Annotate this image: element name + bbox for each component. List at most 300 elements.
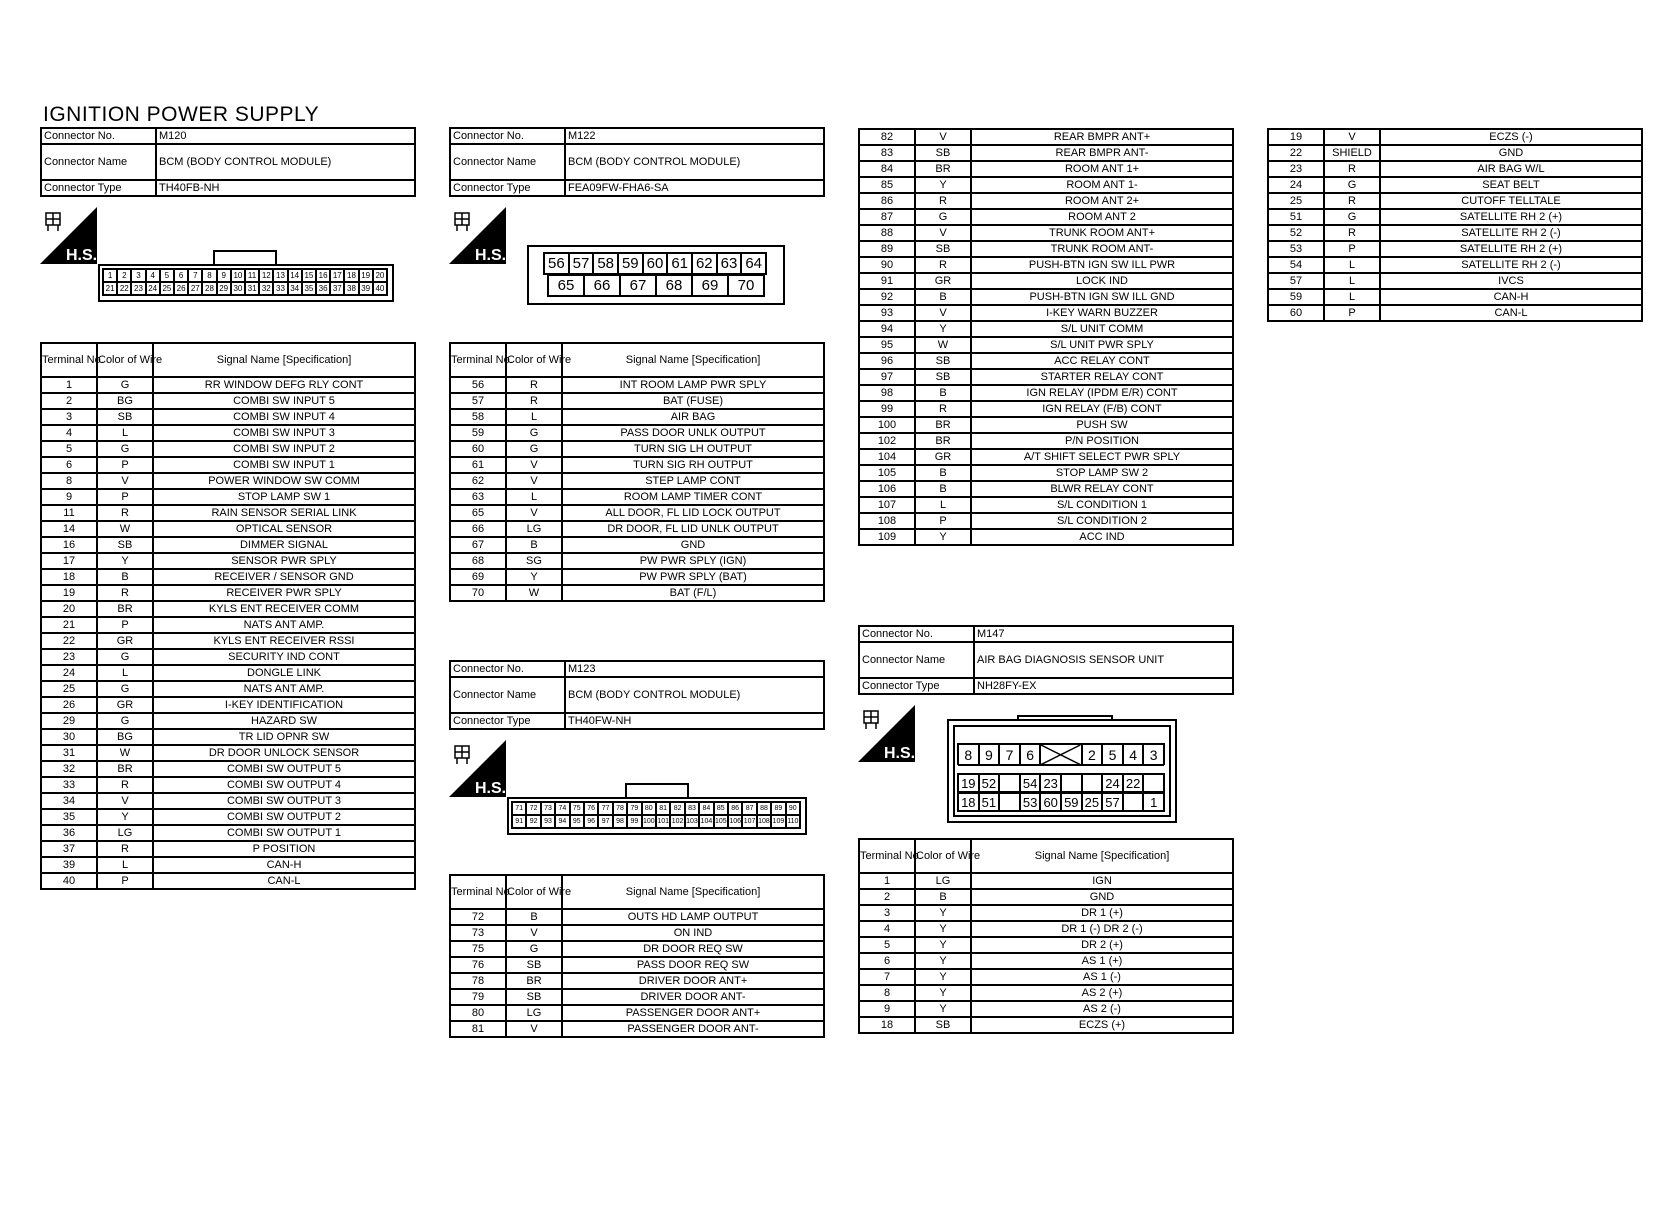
table-row — [859, 953, 1233, 969]
signal-name-cell: DR DOOR UNLOCK SENSOR — [153, 745, 415, 761]
wire-color-cell: GR — [915, 273, 971, 289]
terminal-cell: 96 — [859, 353, 915, 369]
wire-color-cell: Y — [97, 553, 153, 569]
signal-name-cell: BAT (F/L) — [562, 585, 824, 601]
wire-color-cell: Y — [915, 985, 971, 1001]
table-row — [450, 473, 824, 489]
table-row — [41, 393, 415, 409]
harness-side-icon — [449, 740, 506, 797]
connector-pin: 23 — [131, 282, 145, 295]
connector-pin: 109 — [771, 815, 785, 828]
signal-name-cell: DR 1 (-) DR 2 (-) — [971, 921, 1233, 937]
table-row — [859, 145, 1233, 161]
table-row — [1268, 177, 1642, 193]
signal-name-cell: BAT (FUSE) — [562, 393, 824, 409]
terminal-cell: 86 — [859, 193, 915, 209]
connector-pin: 37 — [330, 282, 344, 295]
wire-color-cell: V — [506, 505, 562, 521]
signal-name-cell: SEAT BELT — [1380, 177, 1642, 193]
signal-name-cell: ROOM LAMP TIMER CONT — [562, 489, 824, 505]
connector-pin: 74 — [555, 802, 569, 815]
terminal-cell: 56 — [450, 377, 506, 393]
terminal-cell: 19 — [41, 585, 97, 601]
wire-color-cell: R — [97, 777, 153, 793]
terminal-cell: 14 — [41, 521, 97, 537]
table-row — [41, 409, 415, 425]
connector-pin: 23 — [1040, 774, 1061, 792]
terminal-cell: 51 — [1268, 209, 1324, 225]
signal-name-cell: NATS ANT AMP. — [153, 617, 415, 633]
wire-color-cell: L — [915, 497, 971, 513]
connector-pin: 25 — [1082, 793, 1103, 811]
wire-color-cell: R — [915, 257, 971, 273]
connector-pin: 89 — [771, 802, 785, 815]
terminal-cell: 53 — [1268, 241, 1324, 257]
wire-color-cell: Y — [915, 921, 971, 937]
wire-color-cell: G — [97, 377, 153, 393]
connector-pin: 36 — [316, 282, 330, 295]
wire-color-cell: P — [97, 457, 153, 473]
terminal-cell: 16 — [41, 537, 97, 553]
signal-name-cell: I-KEY WARN BUZZER — [971, 305, 1233, 321]
signal-name-cell: S/L CONDITION 2 — [971, 513, 1233, 529]
table-row — [41, 873, 415, 889]
table-row — [450, 909, 824, 925]
table-row — [450, 441, 824, 457]
signal-name-cell: DR 1 (+) — [971, 905, 1233, 921]
table-row — [41, 537, 415, 553]
wire-color-cell: B — [915, 385, 971, 401]
connector-name-label: Connector Name — [859, 642, 974, 678]
connector-pin: 75 — [570, 802, 584, 815]
signal-name-cell: PASSENGER DOOR ANT+ — [562, 1005, 824, 1021]
table-row — [859, 1001, 1233, 1017]
connector-type-label: Connector Type — [41, 180, 156, 196]
terminal-cell: 24 — [41, 665, 97, 681]
wire-color-cell: V — [506, 925, 562, 941]
terminal-cell: 84 — [859, 161, 915, 177]
terminal-cell: 87 — [859, 209, 915, 225]
wire-color-cell: SB — [97, 537, 153, 553]
signal-name-cell: ROOM ANT 2+ — [971, 193, 1233, 209]
signal-name-cell: PUSH-BTN IGN SW ILL PWR — [971, 257, 1233, 273]
wire-color-cell: R — [97, 841, 153, 857]
wire-color-cell: BG — [97, 729, 153, 745]
terminal-cell: 20 — [41, 601, 97, 617]
signal-name-cell: COMBI SW INPUT 3 — [153, 425, 415, 441]
table-row — [1268, 225, 1642, 241]
connector-pin: 67 — [620, 275, 656, 296]
signal-name-cell: OUTS HD LAMP OUTPUT — [562, 909, 824, 925]
signal-name-cell: AS 1 (+) — [971, 953, 1233, 969]
connector-pin — [1061, 774, 1082, 792]
color-of-wire-header: Color of Wire — [915, 839, 971, 873]
signal-name-cell: ALL DOOR, FL LID LOCK OUTPUT — [562, 505, 824, 521]
signal-name-cell: COMBI SW INPUT 5 — [153, 393, 415, 409]
signal-name-cell: S/L UNIT PWR SPLY — [971, 337, 1233, 353]
m122-pin-grid-top — [543, 252, 767, 275]
wire-color-cell: L — [1324, 289, 1380, 305]
terminal-cell: 26 — [41, 697, 97, 713]
signal-name-header: Signal Name [Specification] — [562, 343, 824, 377]
table-row — [41, 809, 415, 825]
terminal-cell: 25 — [1268, 193, 1324, 209]
signal-name-cell: AS 2 (+) — [971, 985, 1233, 1001]
signal-name-cell: TURN SIG LH OUTPUT — [562, 441, 824, 457]
connector-pin: 68 — [656, 275, 692, 296]
m123-pin-table-continued — [858, 128, 1234, 546]
connector-no-label: Connector No. — [859, 626, 974, 642]
table-row — [450, 989, 824, 1005]
wire-color-cell: P — [915, 513, 971, 529]
terminal-cell: 92 — [859, 289, 915, 305]
wire-color-cell: Y — [915, 1001, 971, 1017]
signal-name-cell: AIR BAG W/L — [1380, 161, 1642, 177]
terminal-cell: 29 — [41, 713, 97, 729]
terminal-cell: 5 — [859, 937, 915, 953]
connector-pin: 7 — [188, 269, 202, 282]
connector-pin — [999, 793, 1020, 811]
connector-no-label: Connector No. — [41, 128, 156, 144]
m123-info-table — [449, 660, 825, 730]
connector-pin: 103 — [685, 815, 699, 828]
wire-color-cell: BG — [97, 393, 153, 409]
table-row — [859, 433, 1233, 449]
connector-pin: 101 — [656, 815, 670, 828]
table-row — [41, 857, 415, 873]
connector-pin: 3 — [131, 269, 145, 282]
signal-name-cell: CAN-L — [1380, 305, 1642, 321]
wire-color-cell: SB — [506, 957, 562, 973]
terminal-no-header: Terminal No. — [450, 875, 506, 909]
table-row — [41, 617, 415, 633]
signal-name-cell: AS 1 (-) — [971, 969, 1233, 985]
wire-color-cell: R — [97, 585, 153, 601]
terminal-no-header: Terminal No. — [859, 839, 915, 873]
connector-pin: 22 — [1123, 774, 1144, 792]
signal-name-cell: DIMMER SIGNAL — [153, 537, 415, 553]
table-row — [859, 369, 1233, 385]
table-row — [41, 585, 415, 601]
wire-color-cell: P — [1324, 241, 1380, 257]
table-row — [859, 193, 1233, 209]
terminal-cell: 8 — [41, 473, 97, 489]
signal-name-cell: COMBI SW OUTPUT 2 — [153, 809, 415, 825]
connector-pin: 9 — [217, 269, 231, 282]
signal-name-cell: REAR BMPR ANT+ — [971, 129, 1233, 145]
table-row — [859, 449, 1233, 465]
terminal-cell: 22 — [41, 633, 97, 649]
table-row — [41, 441, 415, 457]
signal-name-cell: S/L UNIT COMM — [971, 321, 1233, 337]
table-row — [450, 425, 824, 441]
table-row — [41, 425, 415, 441]
table-row — [450, 941, 824, 957]
m123-connector-diagram — [507, 783, 807, 835]
color-of-wire-header: Color of Wire — [506, 343, 562, 377]
connector-pin: 90 — [786, 802, 800, 815]
table-row — [859, 497, 1233, 513]
signal-name-cell: ON IND — [562, 925, 824, 941]
connector-pin: 60 — [643, 253, 668, 274]
terminal-cell: 108 — [859, 513, 915, 529]
table-row — [859, 257, 1233, 273]
signal-name-cell: STOP LAMP SW 1 — [153, 489, 415, 505]
m147-pin-table — [858, 838, 1234, 1034]
table-row — [859, 289, 1233, 305]
wire-color-cell: P — [1324, 305, 1380, 321]
signal-name-cell: ECZS (+) — [971, 1017, 1233, 1033]
connector-pin: 96 — [584, 815, 598, 828]
terminal-cell: 83 — [859, 145, 915, 161]
table-row — [41, 825, 415, 841]
wire-color-cell: L — [506, 489, 562, 505]
table-row — [859, 873, 1233, 889]
signal-name-cell: GND — [562, 537, 824, 553]
connector-no-label: Connector No. — [450, 661, 565, 677]
table-row — [450, 585, 824, 601]
connector-pin: 28 — [202, 282, 216, 295]
connector-type-value: TH40FB-NH — [156, 180, 415, 196]
terminal-cell: 106 — [859, 481, 915, 497]
signal-name-header: Signal Name [Specification] — [153, 343, 415, 377]
signal-name-cell: DR DOOR REQ SW — [562, 941, 824, 957]
signal-name-cell: AS 2 (-) — [971, 1001, 1233, 1017]
terminal-cell: 3 — [41, 409, 97, 425]
connector-pin: 6 — [174, 269, 188, 282]
connector-pin: 66 — [584, 275, 620, 296]
connector-name-label: Connector Name — [41, 144, 156, 180]
connector-pin: 108 — [757, 815, 771, 828]
signal-name-cell: DRIVER DOOR ANT- — [562, 989, 824, 1005]
terminal-cell: 85 — [859, 177, 915, 193]
signal-name-cell: PASS DOOR REQ SW — [562, 957, 824, 973]
table-row — [41, 473, 415, 489]
wire-color-cell: G — [97, 441, 153, 457]
wire-color-cell: Y — [915, 953, 971, 969]
connector-pin: 6 — [1020, 744, 1041, 766]
signal-name-cell: KYLS ENT RECEIVER COMM — [153, 601, 415, 617]
table-row — [859, 513, 1233, 529]
connector-pin: 17 — [330, 269, 344, 282]
table-row — [450, 505, 824, 521]
wire-color-cell: SB — [915, 241, 971, 257]
signal-name-cell: RR WINDOW DEFG RLY CONT — [153, 377, 415, 393]
connector-pin: 7 — [999, 744, 1020, 766]
m120-pin-grid — [102, 268, 388, 296]
connector-no-value: M120 — [156, 128, 415, 144]
connector-pin: 31 — [245, 282, 259, 295]
connector-pin: 85 — [714, 802, 728, 815]
signal-name-cell: COMBI SW INPUT 2 — [153, 441, 415, 457]
connector-name-value: BCM (BODY CONTROL MODULE) — [156, 144, 415, 180]
signal-name-cell: PW PWR SPLY (IGN) — [562, 553, 824, 569]
connector-type-value: TH40FW-NH — [565, 713, 824, 729]
connector-pin — [999, 774, 1020, 792]
connector-pin: 1 — [1143, 793, 1164, 811]
terminal-cell: 75 — [450, 941, 506, 957]
signal-name-cell: REAR BMPR ANT- — [971, 145, 1233, 161]
table-row — [450, 457, 824, 473]
harness-side-icon — [40, 207, 97, 264]
table-row — [859, 417, 1233, 433]
connector-pin: 92 — [526, 815, 540, 828]
signal-name-cell: IGN — [971, 873, 1233, 889]
terminal-cell: 88 — [859, 225, 915, 241]
table-row — [450, 957, 824, 973]
signal-name-cell: SATELLITE RH 2 (+) — [1380, 241, 1642, 257]
wire-color-cell: Y — [506, 569, 562, 585]
terminal-cell: 98 — [859, 385, 915, 401]
terminal-cell: 60 — [1268, 305, 1324, 321]
connector-pin: 73 — [541, 802, 555, 815]
table-row — [41, 505, 415, 521]
table-row — [41, 601, 415, 617]
connector-pin: 58 — [593, 253, 618, 274]
terminal-cell: 33 — [41, 777, 97, 793]
terminal-cell: 66 — [450, 521, 506, 537]
table-row — [859, 985, 1233, 1001]
table-row — [41, 713, 415, 729]
terminal-cell: 76 — [450, 957, 506, 973]
wire-color-cell: L — [1324, 273, 1380, 289]
connector-type-label: Connector Type — [450, 713, 565, 729]
connector-pin: 19 — [359, 269, 373, 282]
wire-color-cell: SB — [915, 369, 971, 385]
wire-color-cell: GR — [97, 697, 153, 713]
table-row — [859, 921, 1233, 937]
connector-pin: 1 — [103, 269, 117, 282]
signal-name-cell: COMBI SW OUTPUT 3 — [153, 793, 415, 809]
signal-name-cell: IGN RELAY (F/B) CONT — [971, 401, 1233, 417]
signal-name-cell: ACC IND — [971, 529, 1233, 545]
wire-color-cell: V — [506, 1021, 562, 1037]
table-row — [859, 337, 1233, 353]
signal-name-cell: HAZARD SW — [153, 713, 415, 729]
table-row — [859, 177, 1233, 193]
terminal-cell: 70 — [450, 585, 506, 601]
m120-pin-table — [40, 342, 416, 890]
terminal-cell: 25 — [41, 681, 97, 697]
terminal-cell: 107 — [859, 497, 915, 513]
connector-pin: 20 — [373, 269, 387, 282]
hs-label: H.S. — [66, 247, 98, 264]
connector-name-value: BCM (BODY CONTROL MODULE) — [565, 144, 824, 180]
connector-name-label: Connector Name — [450, 677, 565, 713]
wire-color-cell: GR — [97, 633, 153, 649]
signal-name-cell: AIR BAG — [562, 409, 824, 425]
connector-no-label: Connector No. — [450, 128, 565, 144]
wire-color-cell: V — [97, 473, 153, 489]
wire-color-cell: Y — [915, 177, 971, 193]
terminal-cell: 4 — [859, 921, 915, 937]
connector-pin: 30 — [231, 282, 245, 295]
connector-pin: 106 — [728, 815, 742, 828]
wire-color-cell: V — [97, 793, 153, 809]
terminal-cell: 54 — [1268, 257, 1324, 273]
table-row — [450, 409, 824, 425]
signal-name-cell: CAN-L — [153, 873, 415, 889]
wire-color-cell: BR — [506, 973, 562, 989]
terminal-cell: 68 — [450, 553, 506, 569]
table-row — [450, 925, 824, 941]
connector-pin: 24 — [1102, 774, 1123, 792]
terminal-cell: 3 — [859, 905, 915, 921]
signal-name-cell: SATELLITE RH 2 (-) — [1380, 225, 1642, 241]
terminal-cell: 22 — [1268, 145, 1324, 161]
wire-color-cell: G — [1324, 177, 1380, 193]
table-row — [450, 553, 824, 569]
m122-connector-diagram — [527, 245, 787, 307]
signal-name-cell: ROOM ANT 2 — [971, 209, 1233, 225]
m147-info-table — [858, 625, 1234, 695]
table-row — [41, 793, 415, 809]
wire-color-cell: R — [1324, 161, 1380, 177]
terminal-cell: 89 — [859, 241, 915, 257]
terminal-cell: 1 — [859, 873, 915, 889]
table-row — [41, 457, 415, 473]
connector-pin: 86 — [728, 802, 742, 815]
connector-pin: 77 — [598, 802, 612, 815]
connector-pin: 8 — [202, 269, 216, 282]
connector-pin: 87 — [742, 802, 756, 815]
harness-side-icon — [858, 705, 915, 762]
signal-name-cell: TRUNK ROOM ANT- — [971, 241, 1233, 257]
table-row — [859, 321, 1233, 337]
m122-info-table — [449, 127, 825, 197]
wire-color-cell: Y — [915, 529, 971, 545]
signal-name-cell: KYLS ENT RECEIVER RSSI — [153, 633, 415, 649]
terminal-cell: 23 — [1268, 161, 1324, 177]
wire-color-cell: L — [506, 409, 562, 425]
wire-color-cell: SB — [506, 989, 562, 1005]
connector-pin: 83 — [685, 802, 699, 815]
hs-label: H.S. — [475, 247, 507, 264]
table-row — [1268, 209, 1642, 225]
connector-pin: 24 — [146, 282, 160, 295]
wire-color-cell: G — [97, 713, 153, 729]
wire-color-cell: W — [915, 337, 971, 353]
signal-name-header: Signal Name [Specification] — [562, 875, 824, 909]
signal-name-cell: PASS DOOR UNLK OUTPUT — [562, 425, 824, 441]
terminal-cell: 61 — [450, 457, 506, 473]
terminal-cell: 60 — [450, 441, 506, 457]
terminal-cell: 59 — [1268, 289, 1324, 305]
wire-color-cell: V — [1324, 129, 1380, 145]
wire-color-cell: G — [506, 425, 562, 441]
connector-type-label: Connector Type — [859, 678, 974, 694]
connector-pin: 57 — [1102, 793, 1123, 811]
terminal-no-header: Terminal No. — [450, 343, 506, 377]
table-row — [41, 777, 415, 793]
connector-no-value: M122 — [565, 128, 824, 144]
wire-color-cell: BR — [915, 433, 971, 449]
m122-pin-grid-bottom — [547, 274, 765, 297]
connector-pin: 70 — [728, 275, 764, 296]
terminal-cell: 30 — [41, 729, 97, 745]
connector-pin: 71 — [512, 802, 526, 815]
wire-color-cell: Y — [915, 905, 971, 921]
wire-color-cell: SB — [915, 1017, 971, 1033]
connector-pin: 59 — [618, 253, 643, 274]
terminal-cell: 80 — [450, 1005, 506, 1021]
terminal-cell: 63 — [450, 489, 506, 505]
table-row — [1268, 289, 1642, 305]
wire-color-cell: R — [915, 193, 971, 209]
terminal-cell: 105 — [859, 465, 915, 481]
terminal-cell: 59 — [450, 425, 506, 441]
table-row — [450, 569, 824, 585]
